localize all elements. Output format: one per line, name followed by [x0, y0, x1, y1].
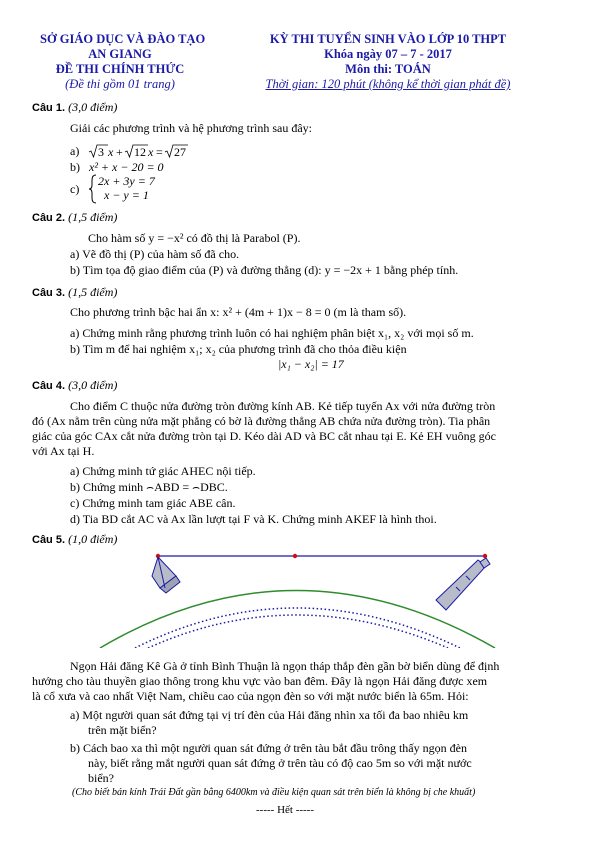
- q1-title: Câu 1.: [32, 102, 66, 114]
- q5-paragraph-line3: là cổ xưa và cao nhất Việt Nam, chiều cao của ngọn đèn so với mặt nước biển là 65m. Hỏi:: [32, 689, 469, 703]
- q1-system-line2: x − y = 1: [104, 188, 149, 202]
- q1-a-label: a): [70, 144, 80, 158]
- q5-b-line3: biển?: [88, 771, 114, 785]
- q3-intro: Cho phương trình bậc hai ẩn x: x² + (4m + 1)x − 8 = 0 (m là tham số).: [70, 305, 407, 319]
- ship-icon: [152, 557, 180, 593]
- svg-text:3: 3: [98, 145, 105, 159]
- q5-note: (Cho biết bán kính Trái Đất gần bằng 6400km và điều kiện quan sát trên biển là không bị che khuất): [72, 787, 476, 798]
- q1-intro: Giải các phương trình và hệ phương trình sau đây:: [70, 121, 312, 135]
- brace-icon: [88, 174, 98, 204]
- q5-points: (1,0 điểm): [68, 532, 118, 546]
- q4-paragraph-line2: đó (Ax nằm trên cùng nửa mặt phẳng có bờ là đường thẳng AB chứa nửa đường tròn). Tia phân: [32, 414, 491, 428]
- q5-paragraph-line1: Ngọn Hải đăng Kê Gà ở tỉnh Bình Thuận là ngọn tháp thắp đèn gần bờ biển dùng để định: [70, 659, 500, 673]
- q4-d: d) Tia BD cắt AC và Ax lần lượt tại F và K. Chứng minh AKEF là hình thoi.: [70, 512, 437, 526]
- q3-title: Câu 3.: [32, 287, 66, 299]
- footer-end: ----- Hết -----: [256, 804, 315, 816]
- point-lighthouse-lamp: [483, 554, 487, 558]
- pages-note: (Đề thi gồm 01 trang): [65, 77, 175, 91]
- q4-paragraph-line3: giác của góc CAx cắt nửa đường tròn tại D. Kéo dài AD và BC cắt nhau tại E. Kẻ EH vuông góc: [32, 429, 496, 443]
- q3-b: b) Tìm m để hai nghiệm x₁; x₂ của phương trình đã cho thỏa điều kiện: [70, 342, 407, 356]
- q2-title: Câu 2.: [32, 212, 66, 224]
- q1-b-equation: x² + x − 20 = 0: [89, 160, 164, 174]
- q1-b: [70, 160, 164, 175]
- earth-surface-arc: [100, 591, 495, 649]
- official-label: ĐỀ THI CHÍNH THỨC: [55, 62, 185, 76]
- svg-text:=: =: [156, 145, 164, 159]
- q3-a: a) Chứng minh rằng phương trình luôn có hai nghiệm phân biệt x₁, x₂ với mọi số m.: [70, 326, 474, 340]
- q4-paragraph-line4: với Ax tại H.: [32, 444, 95, 458]
- q4-b: b) Chứng minh ⌢ABD = ⌢DBC.: [70, 480, 228, 494]
- q3-heading: [32, 285, 117, 300]
- province-name: AN GIANG: [88, 47, 152, 61]
- point-tangent: [293, 554, 297, 558]
- q1-system-line1: 2x + 3y = 7: [98, 174, 155, 188]
- q1-points: (3,0 điểm): [68, 100, 118, 114]
- q1-a: [70, 143, 208, 159]
- q4-paragraph-line1: Cho điểm C thuộc nửa đường tròn đường kính AB. Kẻ tiếp tuyến Ax với nửa đường tròn: [70, 399, 496, 413]
- exam-time: Thời gian: 120 phút (không kể thời gian phát đề): [265, 77, 511, 91]
- svg-text:x: x: [148, 145, 154, 159]
- exam-subject: Môn thi: TOÁN: [345, 62, 431, 76]
- q2-heading: [32, 210, 117, 225]
- q5-title: Câu 5.: [32, 534, 66, 546]
- q1-heading: [32, 100, 117, 115]
- q4-title: Câu 4.: [32, 380, 66, 392]
- q3-points: (1,5 điểm): [68, 285, 118, 299]
- svg-text:27: 27: [174, 145, 187, 159]
- q2-b: b) Tìm tọa độ giao điểm của (P) và đường thẳng (d): y = −2x + 1 bằng phép tính.: [70, 263, 459, 277]
- q1-c-label: c): [70, 182, 80, 196]
- q5-a-line2: trên mặt biển?: [88, 723, 157, 737]
- sea-arc-inner: [148, 615, 448, 648]
- svg-text:12: 12: [134, 145, 147, 159]
- q5-b-line2: này, biết rằng mắt người quan sát đứng ở trên tàu có độ cao 5m so với mặt nước: [88, 756, 472, 770]
- q2-a: a) Vẽ đồ thị (P) của hàm số đã cho.: [70, 247, 240, 261]
- q5-b-line1: b) Cách bao xa thì một người quan sát đứng ở trên tàu bắt đầu trông thấy ngọn đèn: [70, 741, 467, 755]
- lighthouse-figure: [0, 548, 596, 648]
- q5-a-line1: a) Một người quan sát đứng tại vị trí đèn của Hải đăng nhìn xa tối đa bao nhiêu km: [70, 708, 469, 722]
- q1-a-equation: [88, 143, 208, 159]
- svg-text:x: x: [108, 145, 114, 159]
- q4-heading: [32, 378, 117, 393]
- q2-points: (1,5 điểm): [68, 210, 118, 224]
- department-name: SỞ GIÁO DỤC VÀ ĐÀO TẠO: [40, 32, 206, 46]
- q4-c: c) Chứng minh tam giác ABE cân.: [70, 496, 236, 510]
- lighthouse-icon: [436, 558, 490, 610]
- q5-heading: [32, 532, 117, 547]
- q2-intro: Cho hàm số y = −x² có đồ thị là Parabol (P).: [88, 231, 301, 245]
- q4-points: (3,0 điểm): [68, 378, 118, 392]
- q4-a: a) Chứng minh tứ giác AHEC nội tiếp.: [70, 464, 256, 478]
- exam-date: Khóa ngày 07 – 7 - 2017: [324, 47, 452, 61]
- exam-title: KỲ THI TUYỂN SINH VÀO LỚP 10 THPT: [269, 32, 507, 46]
- q1-b-label: b): [70, 160, 80, 174]
- q5-paragraph-line2: hướng cho tàu thuyền giao thông trong khu vực vào ban đêm. Đây là ngọn Hải đăng được xem: [32, 674, 488, 688]
- q3-condition: |x₁ − x₂| = 17: [278, 357, 344, 371]
- svg-text:+: +: [116, 145, 124, 159]
- sea-arc-outer: [135, 608, 460, 648]
